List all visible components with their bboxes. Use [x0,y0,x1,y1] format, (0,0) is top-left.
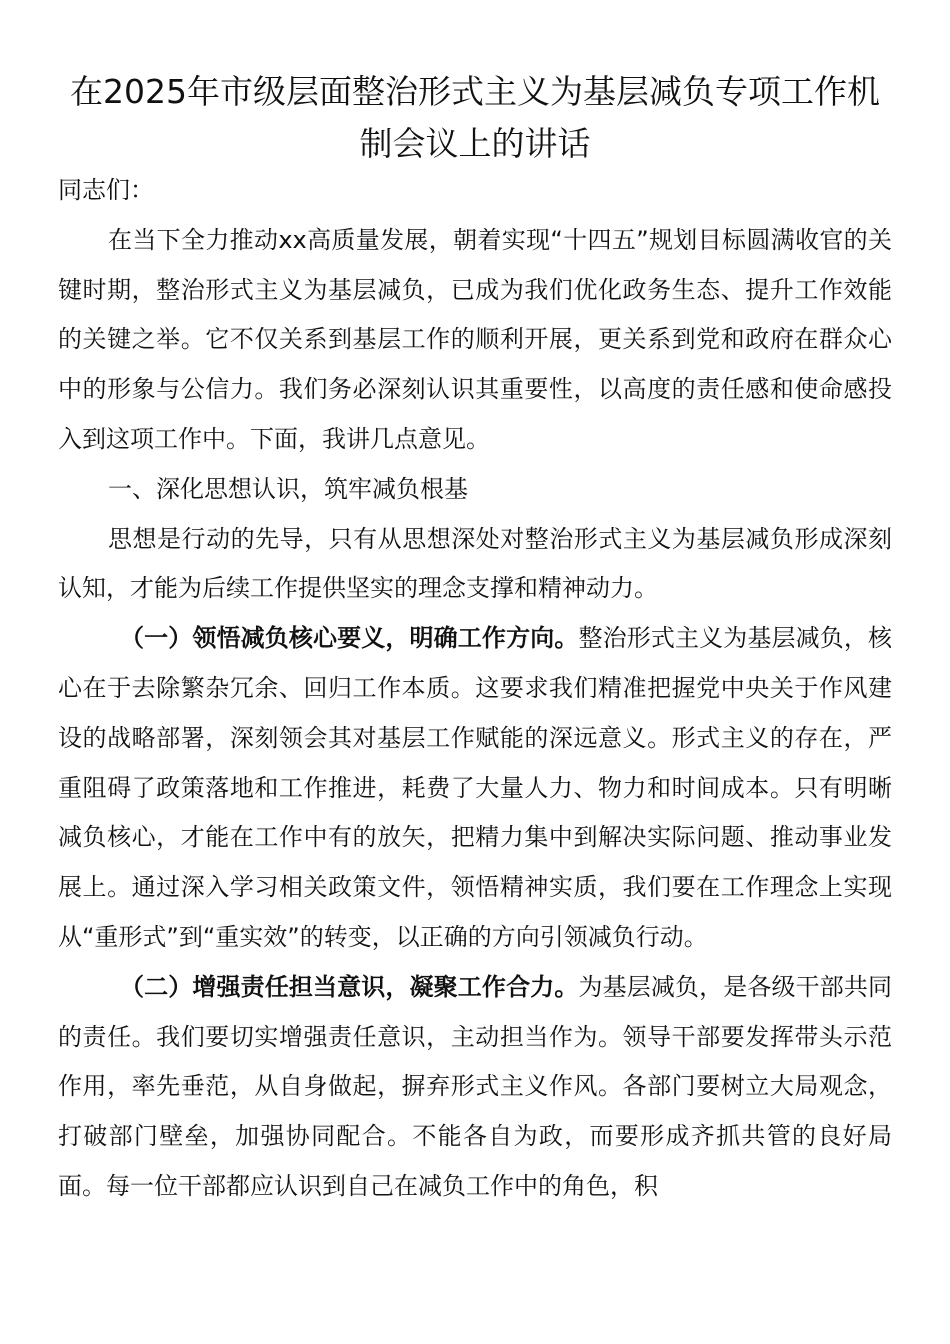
section-lead-paragraph: 思想是行动的先导，只有从思想深处对整治形式主义为基层减负形成深刻认知，才能为后续工作提供坚实的理念支撑和精神动力。 [58,524,892,603]
item-text-1: 整治形式主义为基层减负，核心在于去除繁杂冗余、回归工作本质。这要求我们精准把握党中央关于作风建设的战略部署，深刻领会其对基层工作赋能的深远意义。形式主义的存在，严重阻碍了政策落地和工作推进，耗费了大量人力、物力和时间成本。只有明晰减负核心，才能在工作中有的放矢，把精力集中到解决实际问题、推动事业发展上。通过深入学习相关政策文件，领悟精神实质，我们要在工作理念上实现从“重形式”到“重实效”的转变，以正确的方向引领减负行动。 [58,624,893,951]
salutation: 同志们： [58,176,154,204]
intro-paragraph: 在当下全力推动xx高质量发展，朝着实现“十四五”规划目标圆满收官的关键时期，整治形式主义为基层减负，已成为我们优化政务生态、提升工作效能的关键之举。它不仅关系到基层工作的顺利开展，更关系到党和政府在群众心中的形象与公信力。我们务必深刻认识其重要性，以高度的责任感和使命感投入到这项工作中。下面，我讲几点意见。 [58,225,892,453]
item-paragraph-1 [58,614,892,963]
item-text-2: 为基层减负，是各级干部共同的责任。我们要切实增强责任意识，主动担当作为。领导干部要发挥带头示范作用，率先垂范，从自身做起，摒弃形式主义作风。各部门要树立大局观念，打破部门壁垒，加强协同配合。不能各自为政，而要形成齐抓共管的良好局面。每一位干部都应认识到自己在减负工作中的角色，积 [58,972,893,1200]
item-heading-2: （二）增强责任担当意识，凝聚工作合力。 [120,972,579,1001]
document-title: 在2025年市级层面整治形式主义为基层减负专项工作机制会议上的讲话 [70,72,880,163]
section-heading-1: 一、深化思想认识，筑牢减负根基 [108,474,468,503]
document-body [58,166,892,1212]
item-heading-1: （一）领悟减负核心要义，明确工作方向。 [120,624,579,653]
item-paragraph-2 [58,963,892,1212]
